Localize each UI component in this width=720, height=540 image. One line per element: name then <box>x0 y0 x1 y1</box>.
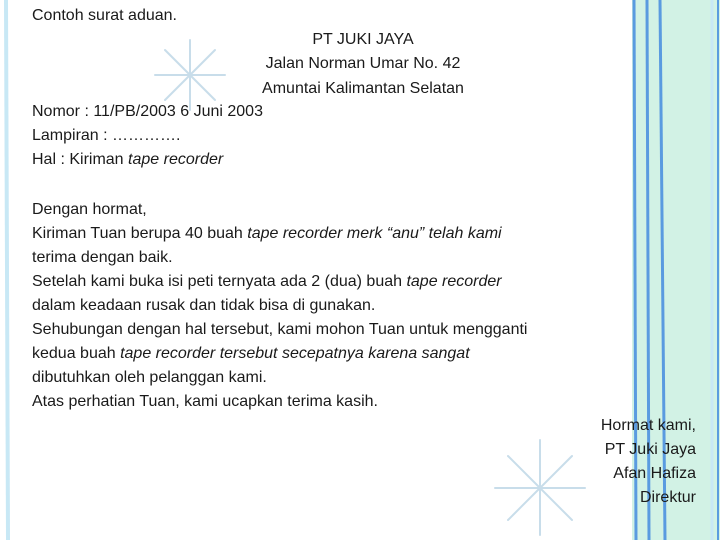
letterhead-city: Amuntai Kalimantan Selatan <box>262 80 464 97</box>
signature-name: Afan Hafiza <box>613 465 696 482</box>
meta-hal-italic: tape recorder <box>128 151 224 168</box>
body-line-7: dibutuhkan oleh pelanggan kami. <box>32 369 267 386</box>
meta-lampiran: Lampiran : …………. <box>32 127 181 144</box>
body-line-6 <box>32 342 470 365</box>
letterhead-company: PT JUKI JAYA <box>312 31 414 48</box>
signature-company: PT Juki Jaya <box>604 441 696 458</box>
body-line-1-a: Kiriman Tuan berupa 40 buah <box>32 225 248 242</box>
meta-hal-prefix: Hal : Kiriman <box>32 151 129 168</box>
body-line-3 <box>32 270 502 293</box>
body-line-3-b: tape recorder <box>406 273 502 290</box>
body-line-1-b: tape recorder merk “anu” telah kami <box>247 225 502 242</box>
body-line-2: terima dengan baik. <box>32 249 173 266</box>
body-line-8: Atas perhatian Tuan, kami ucapkan terima kasih. <box>32 393 378 410</box>
meta-nomor: Nomor : 11/PB/2003 6 Juni 2003 <box>32 103 263 120</box>
body-line-1 <box>32 222 502 245</box>
accent-stripe-left <box>6 0 8 540</box>
body-greeting: Dengan hormat, <box>32 201 147 218</box>
signature-title: Direktur <box>639 489 696 506</box>
body-line-4: dalam keadaan rusak dan tidak bisa di gunakan. <box>32 297 376 314</box>
meta-hal <box>32 148 223 171</box>
letterhead-street: Jalan Norman Umar No. 42 <box>265 55 461 72</box>
caption: Contoh surat aduan. <box>32 7 177 24</box>
body-line-6-b: tape recorder tersebut secepatnya karena sangat <box>120 345 470 362</box>
body-line-6-a: kedua buah <box>32 345 121 362</box>
body-line-3-a: Setelah kami buka isi peti ternyata ada 2 (dua) buah <box>32 273 407 290</box>
body-line-5: Sehubungan dengan hal tersebut, kami mohon Tuan untuk mengganti <box>32 321 528 338</box>
signature-closing: Hormat kami, <box>600 417 696 434</box>
